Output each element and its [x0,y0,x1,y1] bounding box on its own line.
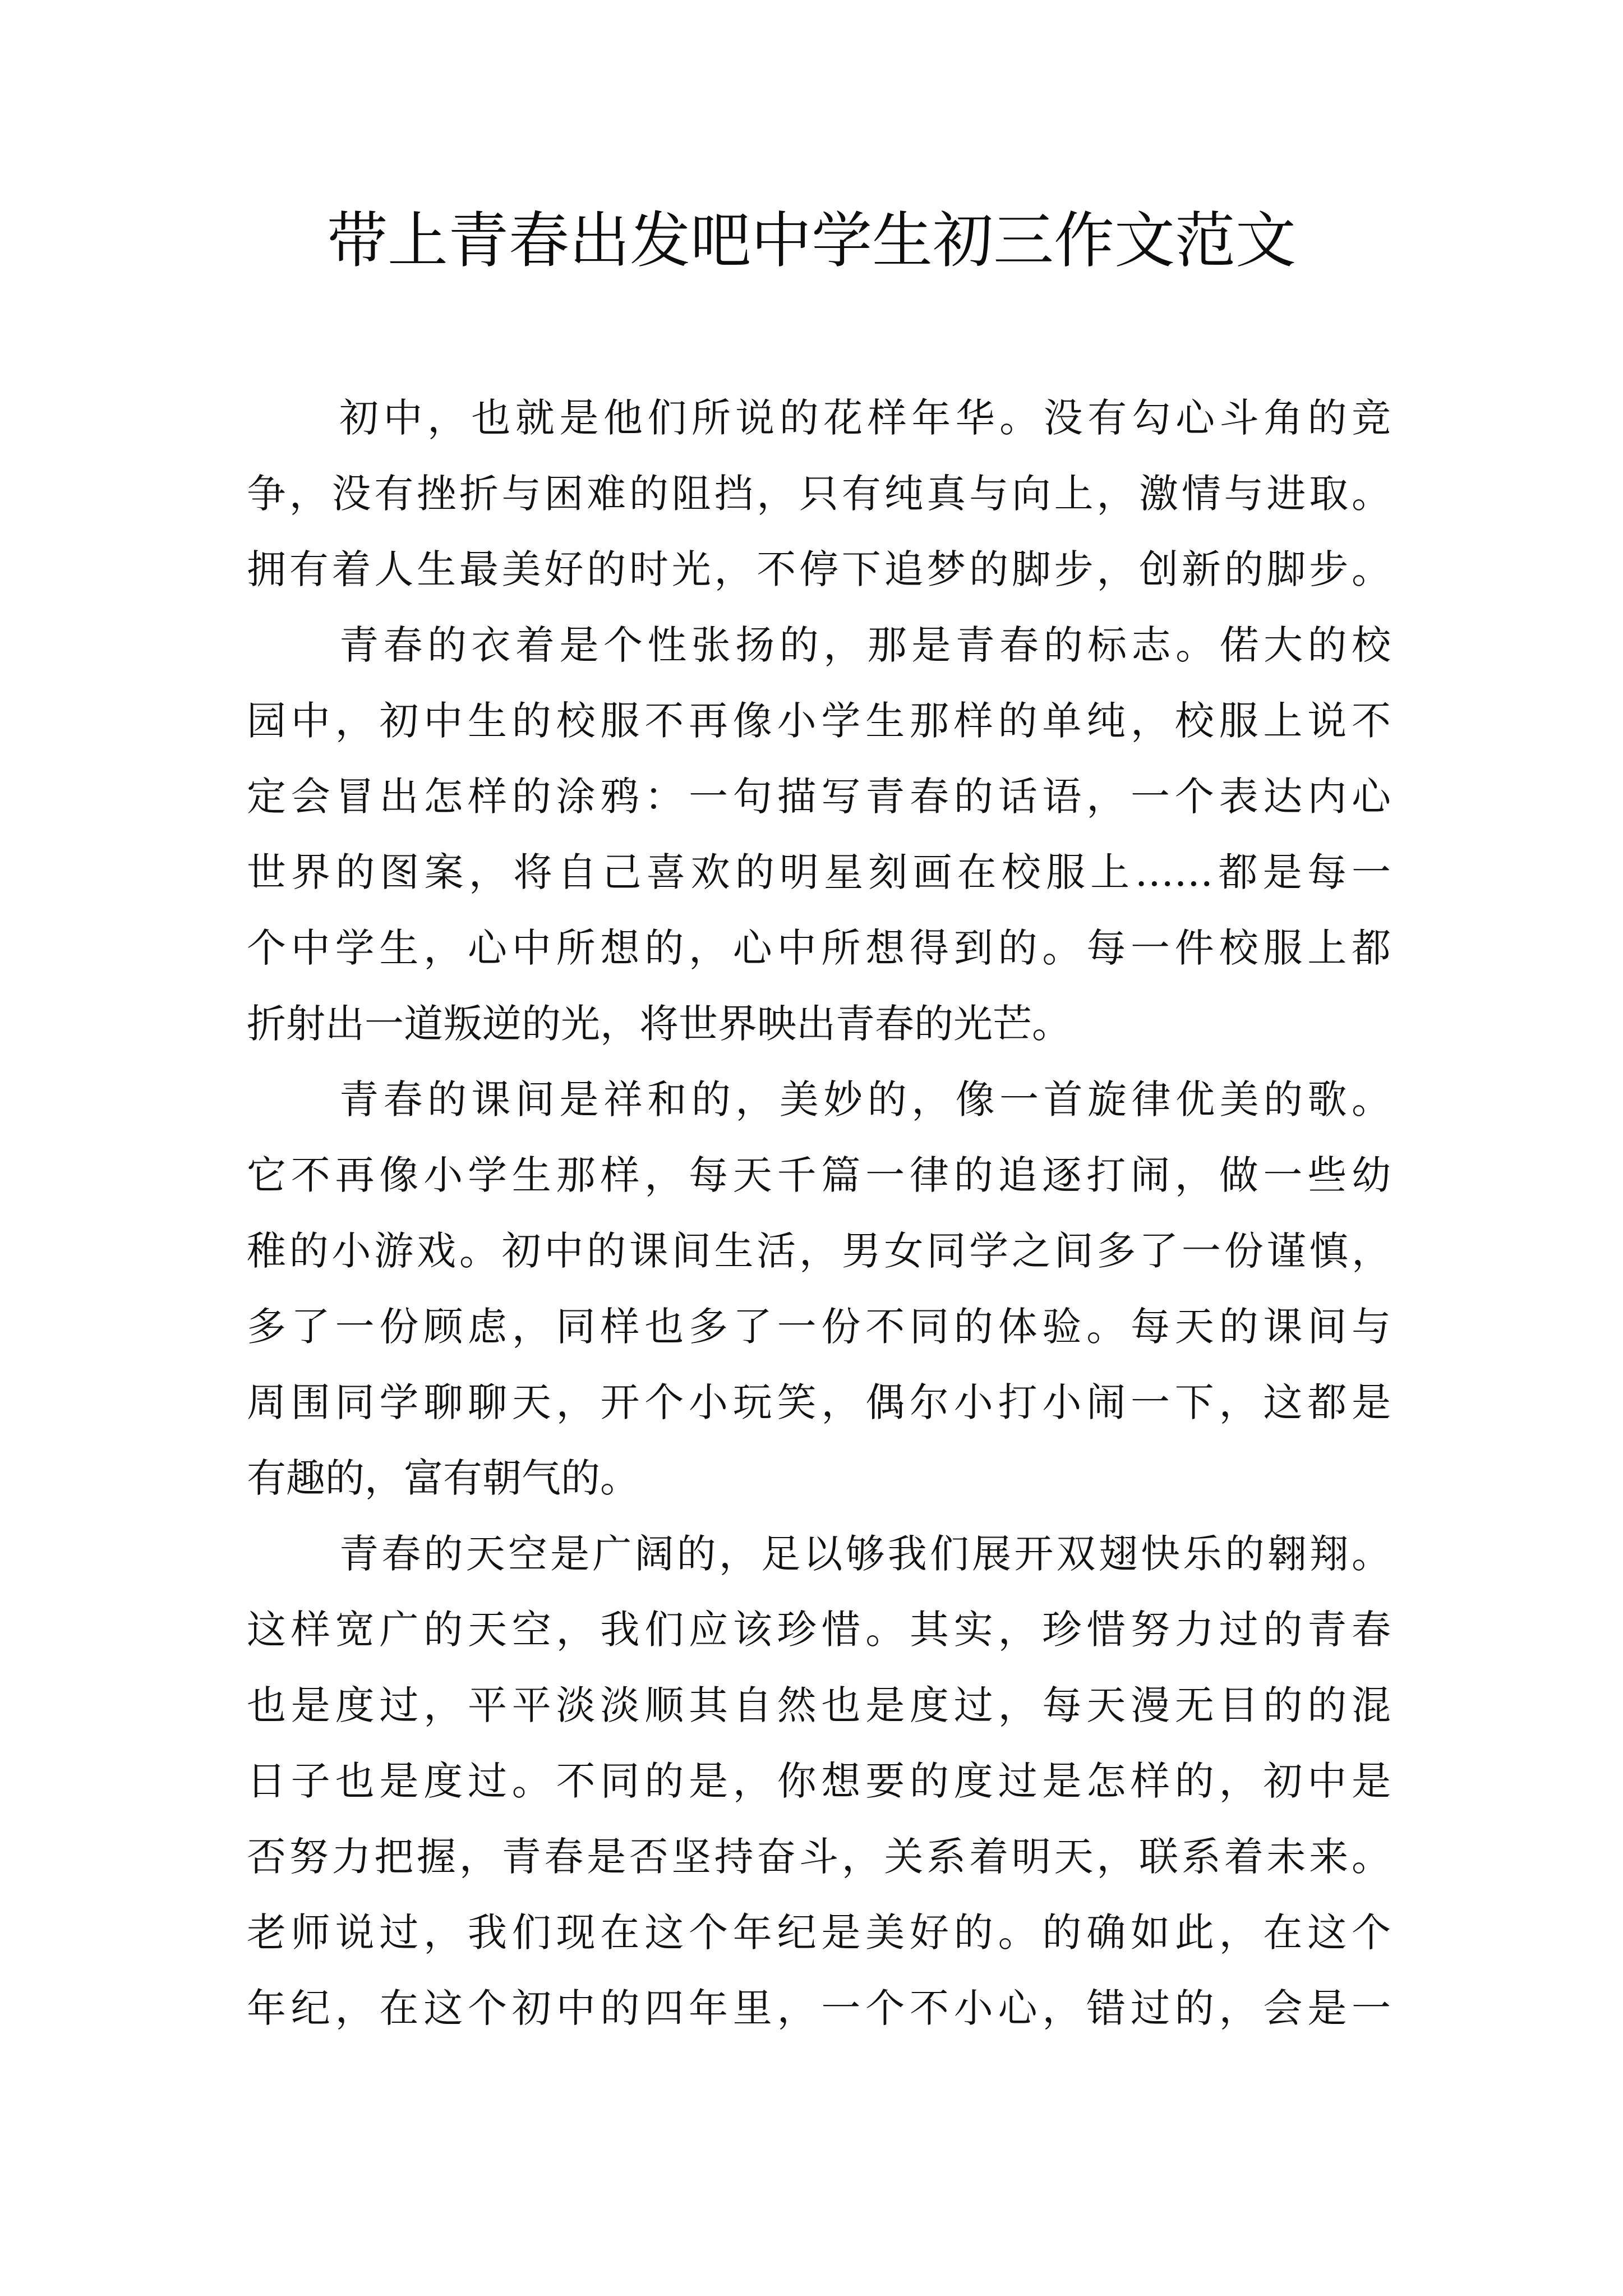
paragraph-line: 拥有着人生最美好的时光，不停下追梦的脚步，创新的脚步。 [247,546,1391,592]
paragraph-line: 青春的天空是广阔的，足以够我们展开双翅快乐的翱翔。 [339,1531,1391,1577]
paragraph-line: 这样宽广的天空，我们应该珍惜。其实，珍惜努力过的青春 [247,1607,1391,1653]
paragraph-line: 否努力把握，青春是否坚持奋斗，关系着明天，联系着未来。 [247,1834,1391,1880]
document-title: 带上青春出发吧中学生初三作文范文 [326,206,1296,276]
paragraph-line: 周围同学聊聊天，开个小玩笑，偶尔小打小闹一下，这都是 [247,1379,1391,1425]
paragraph-line: 定会冒出怎样的涂鸦：一句描写青春的话语，一个表达内心 [247,774,1391,820]
paragraph-line: 园中，初中生的校服不再像小学生那样的单纯，校服上说不 [247,698,1391,744]
paragraph-line: 青春的衣着是个性张扬的，那是青春的标志。偌大的校 [339,622,1391,668]
paragraph-line: 个中学生，心中所想的，心中所想得到的。每一件校服上都 [247,925,1391,971]
paragraph-line: 青春的课间是祥和的，美妙的，像一首旋律优美的歌。 [339,1076,1391,1122]
paragraph-line: 初中，也就是他们所说的花样年华。没有勾心斗角的竞 [339,395,1391,441]
paragraph-line: 多了一份顾虑，同样也多了一份不同的体验。每天的课间与 [247,1304,1391,1350]
paragraph-line: 争，没有挫折与困难的阻挡，只有纯真与向上，激情与进取。 [247,471,1391,517]
paragraph-line: 年纪，在这个初中的四年里，一个不小心，错过的，会是一 [247,1985,1391,2031]
paragraph-line: 日子也是度过。不同的是，你想要的度过是怎样的，初中是 [247,1758,1391,1804]
paragraph-line: 老师说过，我们现在这个年纪是美好的。的确如此，在这个 [247,1910,1391,1955]
paragraph-line: 折射出一道叛逆的光，将世界映出青春的光芒。 [247,1001,1071,1047]
paragraph-line: 世界的图案，将自己喜欢的明星刻画在校服上……都是每一 [247,849,1391,895]
paragraph-line: 它不再像小学生那样，每天千篇一律的追逐打闹，做一些幼 [247,1152,1391,1198]
paragraph-line: 稚的小游戏。初中的课间生活，男女同学之间多了一份谨慎， [247,1228,1391,1274]
paragraph-line: 也是度过，平平淡淡顺其自然也是度过，每天漫无目的的混 [247,1682,1391,1728]
paragraph-line: 有趣的，富有朝气的。 [247,1455,639,1501]
